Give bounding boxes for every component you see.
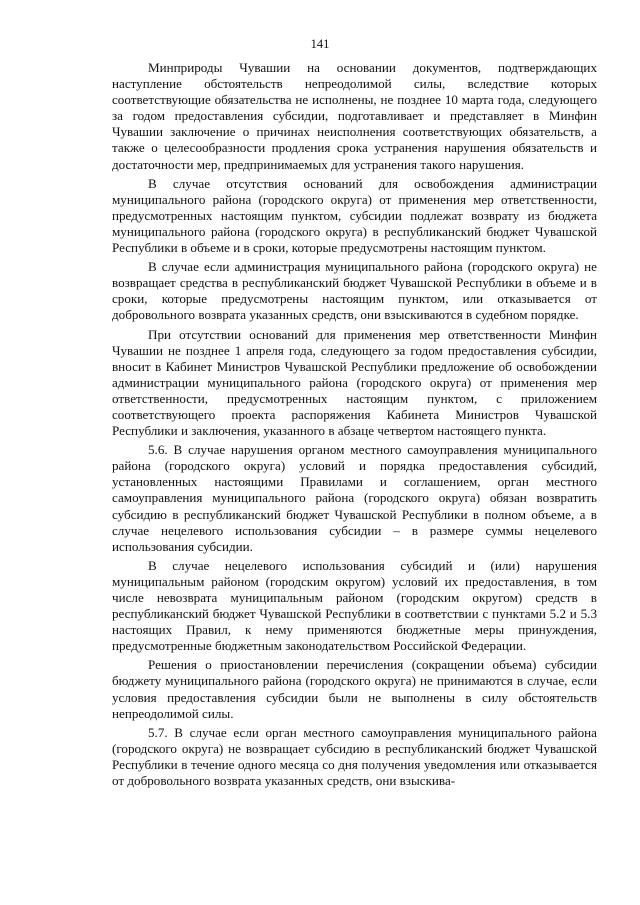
document-body <box>112 60 597 792</box>
paragraph: В случае отсутствия оснований для освобождения администрации муниципального района (городского округа) от применения мер ответственности, предусмотренных настоящим пунктом, субсидии подлежат возврату из бюджета муниципального района (городского округа) в республиканский бюджет Чувашской Республики в объеме и в сроки, которые предусмотрены настоящим пунктом. <box>112 175 597 256</box>
paragraph: 5.7. В случае если орган местного самоуправления муниципального района (городского округа) не возвращает субсидию в республиканский бюджет Чувашской Республики в течение одного месяца со дня получения уведомления или отказывается от добровольного возврата указанных средств, они взыскива- <box>112 724 597 789</box>
paragraph: В случае если администрация муниципального района (городского округа) не возвращает средства в республиканский бюджет Чувашской Республики в объеме и в сроки, которые предусмотрены настоящим пунктом, или отказывается от добровольного возврата указанных средств, они взыскиваются в судебном порядке. <box>112 259 597 323</box>
paragraph: В случае нецелевого использования субсидий и (или) нарушения муниципальным районом (городским округом) условий их предоставления, в том числе невозврата муниципальным районом (городским округом) средств в республиканский бюджет Чувашской Республики в соответствии с пунктами 5.2 и 5.3 настоящих Правил, к нему применяются бюджетные меры принуждения, предусмотренные бюджетным законодательством Российской Федерации. <box>112 557 597 654</box>
paragraph: 5.6. В случае нарушения органом местного самоуправления муниципального района (городского округа) условий и порядка предоставления субсидий, установленных настоящими Правилами и соглашением, орган местного самоуправления муниципального района (городского округа) обязан возвратить субсидию в республиканский бюджет Чувашской Республики в полном объеме, а в случае нецелевого использования субсидии – в размере суммы нецелевого использования субсидии. <box>112 442 597 554</box>
paragraph: При отсутствии оснований для применения мер ответственности Минфин Чувашии не позднее 1 апреля года, следующего за годом предоставления субсидии, вносит в Кабинет Министров Чувашской Республики предложение об освобождении администрации муниципального района (городского округа) от применения мер ответственности, предусмотренных настоящим пунктом, с приложением соответствующего проекта распоряжения Кабинета Министров Чувашской Республики и заключения, указанного в абзаце четвертом настоящего пункта. <box>112 326 597 439</box>
paragraph: Минприроды Чувашии на основании документов, подтверждающих наступление обстоятельств непреодолимой силы, вследствие которых соответствующие обязательства не исполнены, не позднее 10 марта года, следующего за годом предоставления субсидии, подготавливает и представляет в Минфин Чувашии заключение о причинах неисполнения соответствующих обязательств, а также о целесообразности продления срока устранения нарушения обязательств и достаточности мер, предпринимаемых для устранения такого нарушения. <box>112 60 597 172</box>
paragraph: Решения о приостановлении перечисления (сокращении объема) субсидии бюджету муниципального района (городского округа) не принимаются в случае, если условия предоставления субсидии были не выполнены в силу обстоятельств непреодолимой силы. <box>112 657 597 721</box>
page-number: 141 <box>310 37 330 51</box>
